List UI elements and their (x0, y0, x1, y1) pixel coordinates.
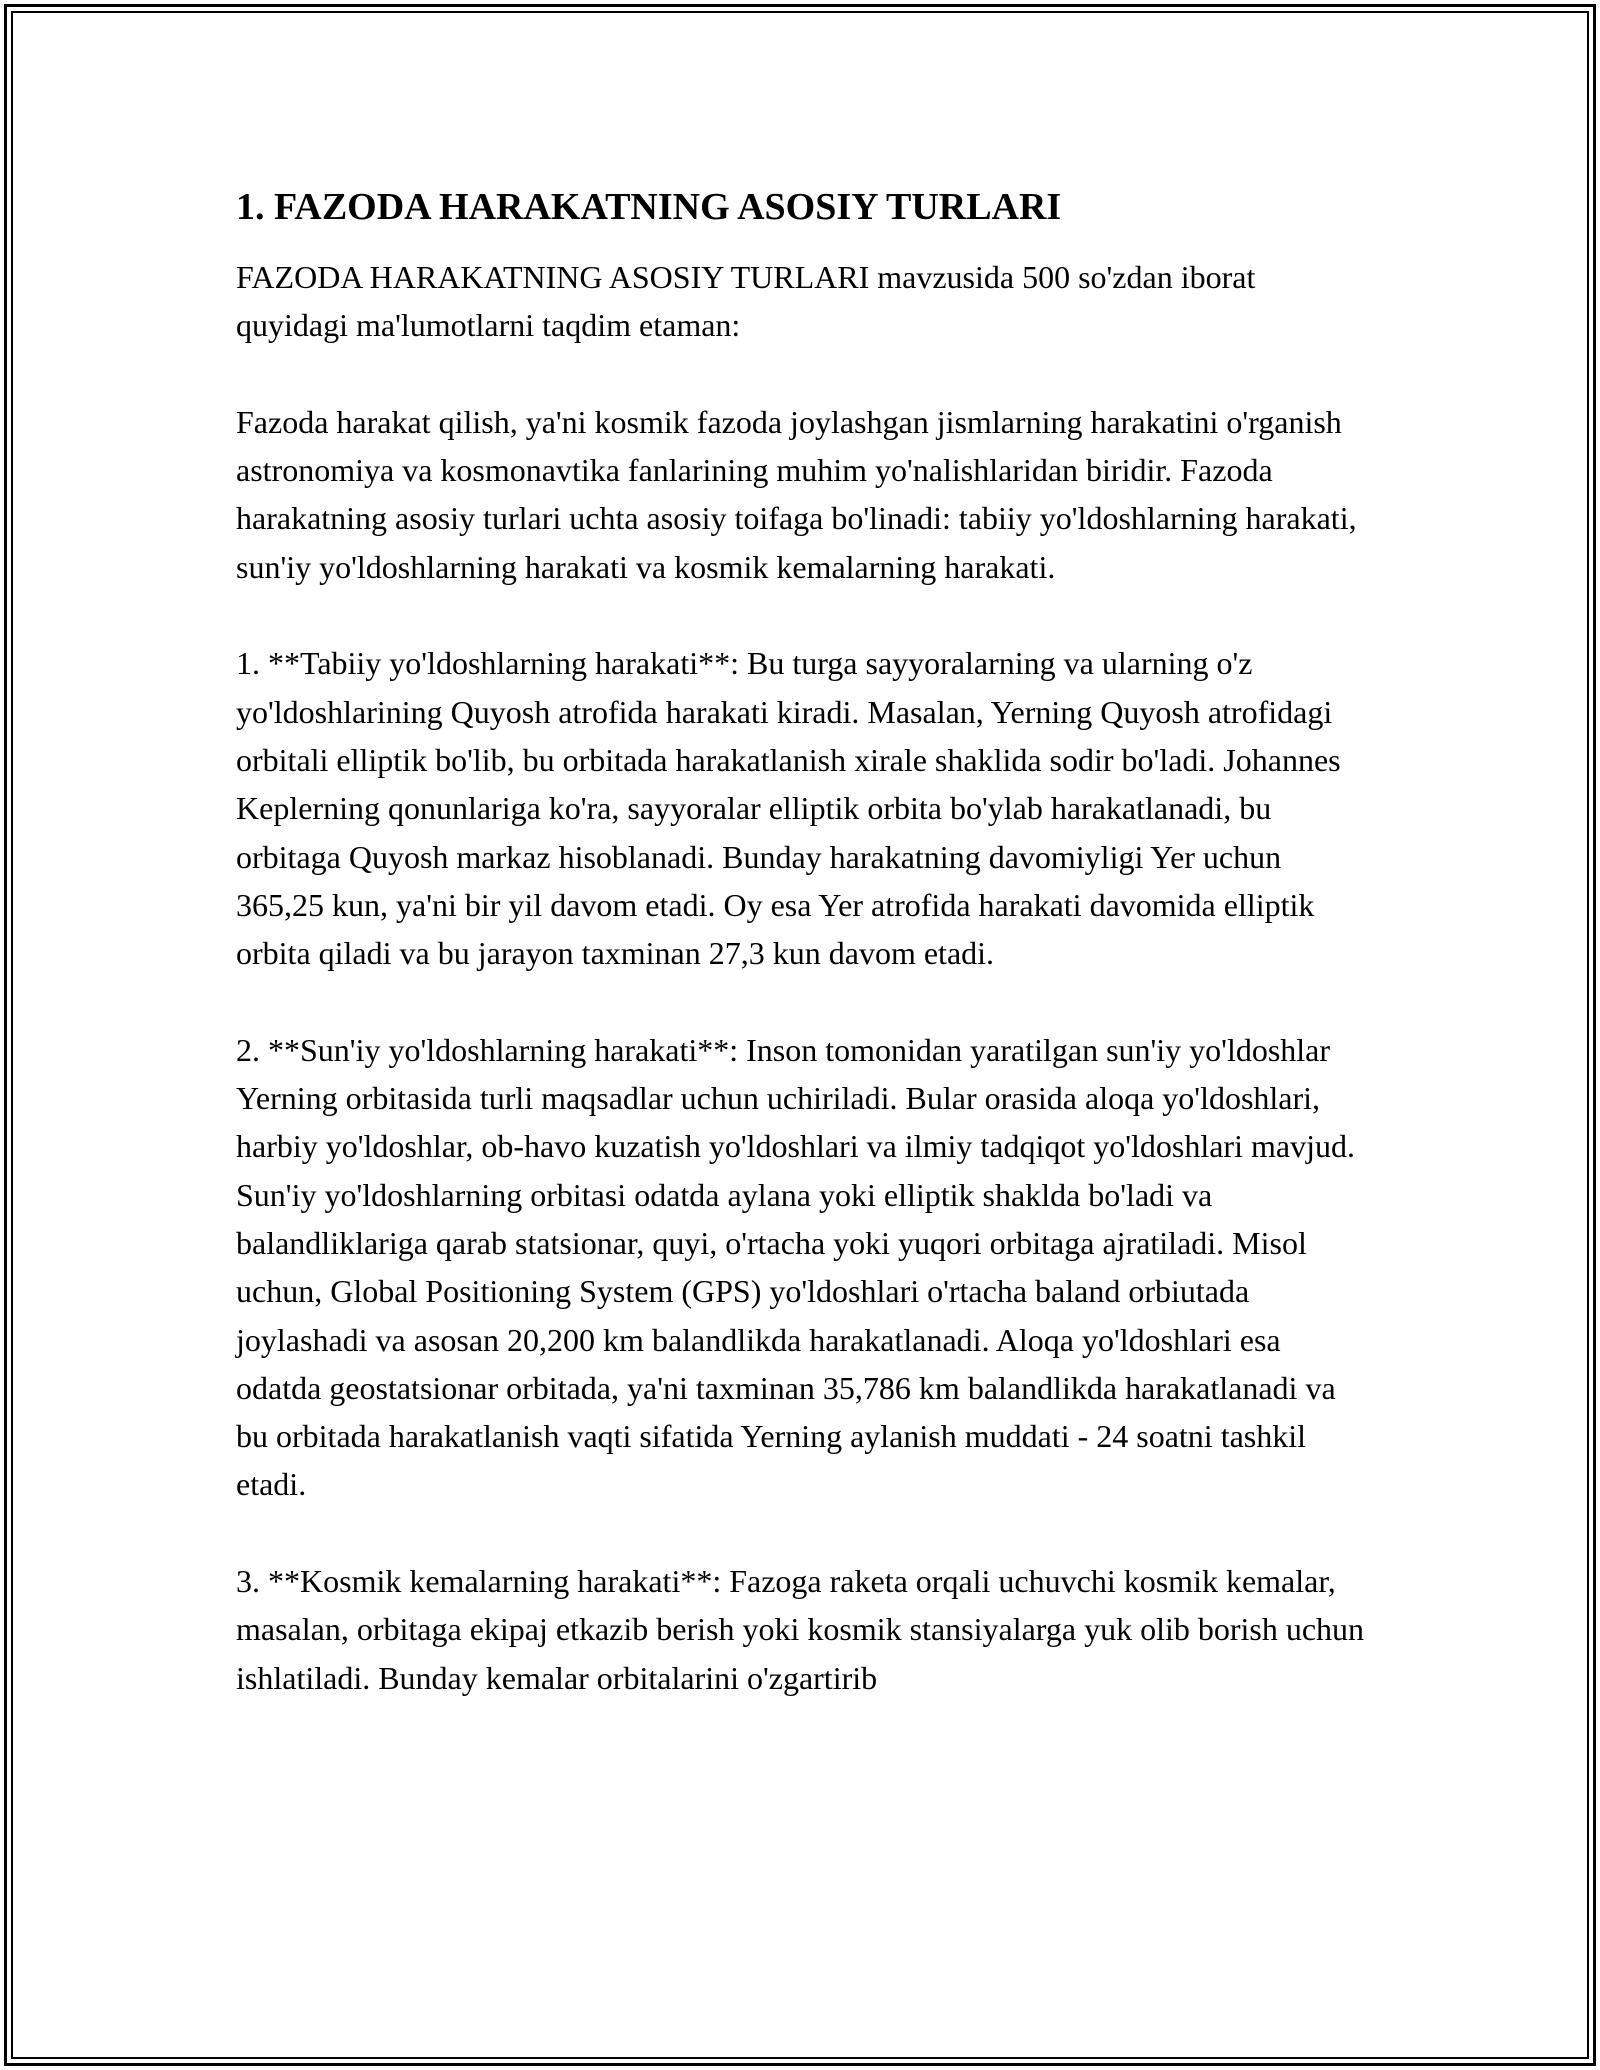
paragraph-natural-satellites: 1. **Tabiiy yo'ldoshlarning harakati**: Bu turga sayyoralarning va ularning o'z yo'ldoshlarining Quyosh atrofida harakati kiradi. Masalan, Yerning Quyosh atrofidagi orbitali elliptik bo'lib, bu orbitada harakatlanish xirale shaklida sodir bo'ladi. Johannes Keplerning qonunlariga ko'ra, sayyoralar elliptik orbita bo'ylab harakatlanadi, bu orbitaga Quyosh markaz hisoblanadi. Bunday harakatning davomiyligi Yer uchun 365,25 kun, ya'ni bir yil davom etadi. Oy esa Yer atrofida harakati davomida elliptik orbita qiladi va bu jarayon taxminan 27,3 kun davom etadi. (236, 645, 1341, 972)
paragraph-artificial-satellites: 2. **Sun'iy yo'ldoshlarning harakati**: Inson tomonidan yaratilgan sun'iy yo'ldoshlar Yerning orbitasida turli maqsadlar uchun uchiriladi. Bular orasida aloqa yo'ldoshlari, harbiy yo'ldoshlar, ob-havo kuzatish yo'ldoshlari va ilmiy tadqiqot yo'ldoshlari mavjud. Sun'iy yo'ldoshlarning orbitasi odatda aylana yoki elliptik shaklda bo'ladi va balandliklariga qarab statsionar, quyi, o'rtacha yoki yuqori orbitaga ajratiladi. Misol uchun, Global Positioning System (GPS) yo'ldoshlari o'rtacha baland orbiutada joylashadi va asosan 20,200 km balandlikda harakatlanadi. Aloqa yo'ldoshlari esa odatda geostatsionar orbitada, ya'ni taxminan 35,786 km balandlikda harakatlanadi va bu orbitada harakatlanish vaqti sifatida Yerning aylanish muddati - 24 soatni tashkil etadi. (236, 1031, 1355, 1503)
paragraph-overview: Fazoda harakat qilish, ya'ni kosmik fazoda joylashgan jismlarning harakatini o'rganish astronomiya va kosmonavtika fanlarining muhim yo'nalishlaridan biridir. Fazoda harakatning asosiy turlari uchta asosiy toifaga bo'linadi: tabiiy yo'ldoshlarning harakati, sun'iy yo'ldoshlarning harakati va kosmik kemalarning harakati. (236, 403, 1357, 585)
document-title: 1. FAZODA HARAKATNING ASOSIY TURLARI (236, 186, 1062, 228)
paragraph-spacecraft: 3. **Kosmik kemalarning harakati**: Fazoga raketa orqali uchuvchi kosmik kemalar, masalan, orbitaga ekipaj etkazib berish yoki kosmik stansiyalarga yuk olib borish uchun ishlatiladi. Bunday kemalar orbitalarini o'zgartirib (236, 1563, 1365, 1696)
paragraph-intro: FAZODA HARAKATNING ASOSIY TURLARI mavzusida 500 so'zdan iborat quyidagi ma'lumotlarni taqdim etaman: (236, 259, 1256, 344)
document-body (236, 183, 1366, 1702)
